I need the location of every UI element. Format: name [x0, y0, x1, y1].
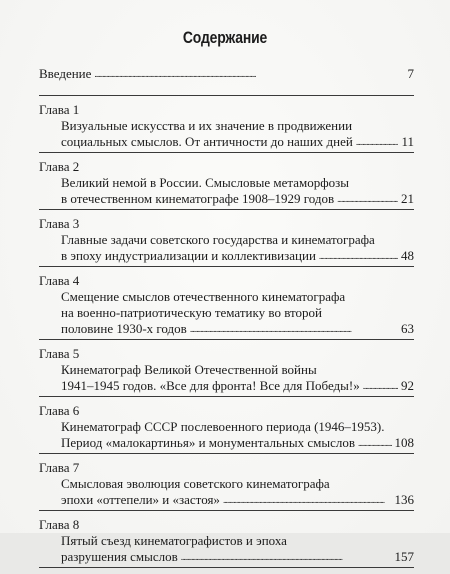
chapter-title-last-line — [61, 492, 414, 508]
chapter-title — [61, 476, 414, 508]
dot-leader — [181, 548, 392, 562]
chapter-list — [39, 102, 414, 568]
table-of-contents — [39, 66, 414, 574]
chapter-page-number: 92 — [401, 378, 414, 393]
chapter-page-number: 21 — [401, 191, 414, 206]
chapter-title — [61, 118, 414, 150]
chapter-title-line: Смысловая эволюция советского кинематографа — [61, 476, 330, 491]
toc-entry-chapter-3[interactable] — [39, 216, 414, 267]
chapter-title — [61, 232, 414, 264]
chapter-title-line: Великий немой в России. Смысловые метаморфозы — [61, 175, 350, 190]
chapter-title-line: эпохи «оттепели» и «застоя» — [61, 492, 220, 507]
dot-leader — [190, 320, 398, 334]
dot-leader — [223, 491, 392, 505]
divider — [39, 567, 414, 568]
divider — [39, 396, 414, 397]
toc-entry-chapter-4[interactable] — [39, 273, 414, 340]
divider — [39, 266, 414, 267]
chapter-title-line: половине 1930-х годов — [61, 321, 187, 336]
toc-entry-chapter-8[interactable] — [39, 517, 414, 568]
chapter-label: Глава 3 — [39, 216, 80, 231]
chapter-title-last-line — [61, 191, 414, 207]
chapter-title-line: Кинематограф Великой Отечественной войны — [61, 362, 317, 377]
divider — [39, 339, 414, 340]
toc-entry-chapter-7[interactable] — [39, 460, 414, 511]
chapter-title — [61, 175, 414, 207]
chapter-title-last-line — [61, 321, 414, 337]
dot-leader — [363, 377, 398, 391]
chapter-title — [61, 533, 414, 565]
chapter-title-last-line — [61, 134, 414, 150]
chapter-page-number: 48 — [401, 248, 414, 263]
chapter-title-line: разрушения смыслов — [61, 549, 178, 564]
dot-leader — [319, 247, 398, 261]
chapter-label: Глава 5 — [39, 346, 80, 361]
chapter-title — [61, 362, 414, 394]
chapter-title-line: в отечественном кинематографе 1908–1929 годов — [61, 191, 335, 206]
chapter-label: Глава 4 — [39, 273, 80, 288]
divider — [39, 152, 414, 153]
toc-entry-chapter-2[interactable] — [39, 159, 414, 210]
chapter-page-number: 136 — [394, 492, 414, 507]
chapter-label: Глава 1 — [39, 102, 80, 117]
chapter-title-line: Смещение смыслов отечественного кинематографа — [61, 289, 346, 304]
chapter-title-line: Период «малокартинья» и монументальных смыслов — [61, 435, 355, 450]
chapter-title-last-line — [61, 378, 414, 394]
divider — [39, 95, 414, 96]
toc-entry-chapter-6[interactable] — [39, 403, 414, 454]
chapter-title-last-line — [61, 549, 414, 565]
chapter-title-line: в эпоху индустриализации и коллективизации — [61, 248, 316, 263]
chapter-label: Глава 2 — [39, 159, 80, 174]
toc-entry-chapter-1[interactable] — [39, 102, 414, 153]
chapter-title-last-line — [61, 248, 414, 264]
divider — [39, 453, 414, 454]
chapter-page-number: 11 — [401, 134, 414, 149]
chapter-label: Глава 8 — [39, 517, 80, 532]
dot-leader — [337, 190, 398, 204]
intro-page-number: 7 — [407, 66, 414, 81]
chapter-label: Глава 6 — [39, 403, 80, 418]
chapter-page-number: 157 — [394, 549, 414, 564]
chapter-page-number: 108 — [394, 435, 414, 450]
chapter-title — [61, 419, 414, 451]
chapter-label: Глава 7 — [39, 460, 80, 475]
chapter-title — [61, 289, 414, 337]
intro-label: Введение — [39, 66, 92, 81]
chapter-title-line: Главные задачи советского государства и кинематографа — [61, 232, 375, 247]
page-title: Содержание — [182, 28, 268, 47]
dot-leader — [358, 434, 392, 448]
toc-entry-intro[interactable] — [39, 66, 414, 82]
chapter-title-line: Пятый съезд кинематографистов и эпоха — [61, 533, 287, 548]
chapter-page-number: 63 — [401, 321, 414, 336]
chapter-title-line: 1941–1945 годов. «Все для фронта! Все для Победы!» — [61, 378, 360, 393]
chapter-title-line: Визуальные искусства и их значение в продвижении — [61, 118, 353, 133]
chapter-title-line: Кинематограф СССР послевоенного периода (1946–1953). — [61, 419, 385, 434]
chapter-title-last-line — [61, 435, 414, 451]
divider — [39, 209, 414, 210]
chapter-title-line: социальных смыслов. От античности до наших дней — [61, 134, 353, 149]
dot-leader — [94, 65, 401, 79]
divider — [39, 510, 414, 511]
chapter-title-line: на военно-патриотическую тематику во второй — [61, 305, 322, 320]
dot-leader — [356, 133, 399, 147]
toc-entry-chapter-5[interactable] — [39, 346, 414, 397]
